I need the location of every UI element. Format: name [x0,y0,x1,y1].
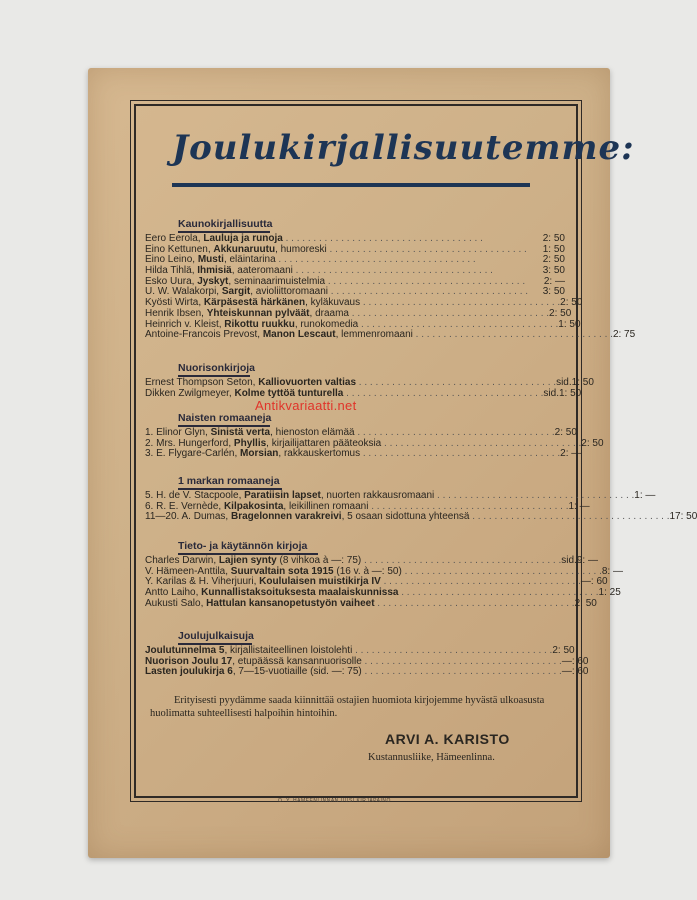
item-book-title: Lajien synty [218,555,277,566]
leader-dots: . . . . . . . . . . . . . . . . . . . . . . . . . . . . . . . . . . . . [360,297,561,309]
item-author: Eino Kettunen, [145,243,214,255]
item-book-title: Paratiisin lapset [244,490,321,501]
section-heading: Kaunokirjallisuutta [178,218,273,230]
item-description: , hienoston elämää [270,427,355,438]
leader-dots: . . . . . . . . . . . . . . . . . . . . . . . . . . . . . . . . . . . . [360,448,561,460]
item-author: 3. E. Flygare-Carlén, [145,448,241,460]
leader-dots: . . . . . . . . . . . . . . . . . . . . . . . . . . . . . . . . . . . . [380,576,581,588]
item-price: 2: 50 [581,437,604,449]
item-description: , kirjallistaiteellinen loistolehti [224,645,353,656]
item-book-title: Morsian [240,448,279,460]
publisher-name: ARVI A. KARISTO [385,731,510,747]
item-author: 6. R. E. Vernède, [145,500,224,512]
section-items [145,233,636,341]
item-description: , humoreski [275,243,327,255]
item-book-title: Bragelonnen varakreivi [230,511,342,523]
item-author: Dikken Zwilgmeyer, [145,387,235,399]
item-price: 3: 50 [542,265,565,277]
title-underline [172,183,530,187]
printer-imprint: O. Y. HÄMEENLINNAN UUSI KIRJAPAINO [278,798,391,804]
item-description: (8 vihkoa à —: 75) [276,555,362,566]
section-items [145,377,594,399]
item-author: Henrik Ibsen, [145,307,207,319]
watermark: Antikvariaatti.net [255,398,357,413]
item-price: 2: 75 [612,329,636,341]
leader-dots: . . . . . . . . . . . . . . . . . . . . . . . . . . . . . . . . . . . . [401,565,602,577]
item-price: 2: 50 [554,427,577,438]
item-author: Kyösti Wirta, [145,297,204,309]
leader-dots: . . . . . . . . . . . . . . . . . . . . . . . . . . . . . . . . . . . . [352,645,553,656]
item-binding: sid. [556,377,572,388]
item-author: Heinrich v. Kleist, [145,318,225,330]
item-price: 2: 50 [542,233,565,244]
item-description: , draama [309,307,349,319]
item-book-title: Manon Lescaut [262,329,336,341]
item-title [145,599,575,610]
leader-dots: . . . . . . . . . . . . . . . . . . . . . . . . . . . . . . . . . . . . [361,655,562,667]
section-heading: Joulujulkaisuja [178,630,254,642]
item-description: , 5 osaan sidottuna yhteensä [341,511,470,523]
item-price: 2: 50 [542,254,565,266]
leader-dots: . . . . . . . . . . . . . . . . . . . . . . . . . . . . . . . . . . . . [368,500,569,512]
item-author: Esko Uura, [145,275,198,287]
item-book-title: Joulutunnelma 5 [145,645,225,656]
item-author: Ernest Thompson Seton, [145,377,259,388]
note-text: Erityisesti pyydämme saada kiinnittää ostajien huomiota kirjojemme hyvästä ulkoasusta huolimatta suhteellisesti halpoihin hintoihin. [150,695,545,719]
leader-dots: . . . . . . . . . . . . . . . . . . . . . . . . . . . . . . . . . . . . [328,286,529,298]
item-book-title: Kärpäsestä härkänen [203,297,306,309]
leader-dots: . . . . . . . . . . . . . . . . . . . . . . . . . . . . . . . . . . . . [275,254,476,266]
item-price: —: 60 [580,576,608,588]
item-description: , aateromaani [231,265,293,277]
item-price: 8: — [601,565,623,577]
item-author: V. Hämeen-Anttila, [145,565,231,577]
item-description: , seminaarimuistelmia [228,275,326,287]
item-book-title: Hattulan kansanopetustyön vaiheet [206,597,375,609]
item-description: , runokomedia [294,318,359,330]
item-book-title: Sinistä verta [210,427,271,438]
list-item [145,329,636,341]
item-book-title: Nuorison Joulu 17 [145,655,233,667]
item-binding [527,245,540,256]
item-description: , etupäässä kansannuorisolle [232,655,362,667]
item-price: 1: 50 [542,243,565,255]
item-description: , leikillinen romaani [283,500,369,512]
leader-dots: . . . . . . . . . . . . . . . . . . . . . . . . . . . . . . . . . . . . [412,329,613,341]
item-book-title: Kilpakosinta [223,500,284,512]
leader-dots: . . . . . . . . . . . . . . . . . . . . . . . . . . . . . . . . . . . . [326,243,527,255]
item-binding: sid. [561,555,577,566]
item-book-title: Yhteiskunnan pylväät [206,307,310,319]
item-description: , kyläkuvaus [305,297,361,309]
item-description: , rakkauskertomus [278,448,361,460]
section-heading: Tieto- ja käytännön kirjoja [178,540,308,552]
list-item [145,666,589,678]
item-binding: sid. [543,387,559,399]
publisher-location: Kustannusliike, Hämeenlinna. [368,752,495,763]
item-price: 2: 50 [574,597,597,609]
section-heading: Nuorisonkirjoja [178,362,256,374]
item-author: Charles Darwin, [145,555,219,566]
item-book-title: Ihmisiä [197,265,232,277]
item-title [145,330,613,341]
page-title: Joulukirjallisuutemme: [172,128,635,168]
section-items [145,555,623,609]
item-author: U. W. Walakorpi, [145,286,222,298]
item-price: 1: 50 [558,387,582,399]
item-description: , 7—15-vuotiaille (sid. —: 75) [232,666,362,678]
item-book-title: Musti [197,254,224,266]
leader-dots: . . . . . . . . . . . . . . . . . . . . . . . . . . . . . . . . . . . . [361,666,562,678]
item-book-title: Akkunaruutu [213,243,276,255]
item-book-title: Koululaisen muistikirja IV [259,576,381,588]
item-book-title: Rikottu ruukku [224,318,295,330]
section-items [145,490,697,523]
item-book-title: Kalliovuorten valtias [258,377,357,388]
item-book-title: Sargit [221,286,251,298]
leader-dots: . . . . . . . . . . . . . . . . . . . . . . . . . . . . . . . . . . . . [348,307,550,319]
leader-dots: . . . . . . . . . . . . . . . . . . . . . . . . . . . . . . . . . . . . [343,387,544,399]
list-item [145,448,582,460]
leader-dots: . . . . . . . . . . . . . . . . . . . . . . . . . . . . . . . . . . . . [398,587,599,599]
item-title [145,449,560,460]
item-price: 1: 25 [598,587,621,599]
item-author: Antto Laiho, [145,587,202,599]
item-price: —: 60 [561,666,589,678]
item-binding [501,255,523,266]
item-author: 1. Elinor Glyn, [145,427,211,438]
item-author: Eino Leino, [145,254,198,266]
section-items [145,427,604,460]
item-author: Y. Karilas & H. Viherjuuri, [145,576,260,588]
item-price: 2: 50 [560,297,583,309]
item-book-title: Suurvaltain sota 1915 [230,565,334,577]
item-book-title: Phyllis [233,437,267,449]
list-item [145,511,697,523]
item-price: 2: — [560,448,582,460]
section-heading: Naisten romaaneja [178,412,272,424]
item-price: 3: 50 [542,286,565,298]
leader-dots: . . . . . . . . . . . . . . . . . . . . . . . . . . . . . . . . . . . . [374,597,575,609]
item-description: , lemmenromaani [335,329,413,341]
item-book-title: Kolme tyttöä tunturella [234,387,344,399]
item-author: 2. Mrs. Hungerford, [145,437,234,449]
item-book-title: Lauluja ja runoja [203,233,283,244]
leader-dots: . . . . . . . . . . . . . . . . . . . . . . . . . . . . . . . . . . . . [356,377,557,388]
item-description: , kirjailijattaren pääteoksia [266,437,382,449]
item-title [145,667,562,678]
leader-dots: . . . . . . . . . . . . . . . . . . . . . . . . . . . . . . . . . . . . [354,427,555,438]
leader-dots: . . . . . . . . . . . . . . . . . . . . . . . . . . . . . . . . . . . . [358,318,559,330]
leader-dots: . . . . . . . . . . . . . . . . . . . . . . . . . . . . . . . . . . . . [381,437,582,449]
item-book-title: Kunnallistaksoituksesta maalaiskunnissa [201,587,399,599]
item-price: 17: 50 [669,511,697,523]
item-book-title: Jyskyt [197,275,229,287]
item-description: , avioliittoromaani [250,286,329,298]
leader-dots: . . . . . . . . . . . . . . . . . . . . . . . . . . . . . . . . . . . . [434,490,635,501]
section-heading: 1 markan romaaneja [178,475,280,487]
leader-dots: . . . . . . . . . . . . . . . . . . . . . . . . . . . . . . . . . . . . [282,233,483,244]
list-item [145,597,597,610]
leader-dots: . . . . . . . . . . . . . . . . . . . . . . . . . . . . . . . . . . . . [292,265,493,277]
item-author: Hilda Tihlä, [145,265,198,277]
item-price: 1: 50 [558,318,581,330]
item-price: 9: — [576,555,598,566]
item-price: 2: — [543,275,565,287]
item-author: 11—20. A. Dumas, [145,511,231,523]
item-price: 2: 50 [549,307,572,319]
item-price: 1: 50 [571,377,594,388]
item-description: , nuorten rakkausromaani [320,490,435,501]
section-items [145,645,589,678]
item-title [145,512,670,523]
leader-dots: . . . . . . . . . . . . . . . . . . . . . . . . . . . . . . . . . . . . [325,275,526,287]
item-author: Antoine-Francois Prevost, [145,329,263,341]
leader-dots: . . . . . . . . . . . . . . . . . . . . . . . . . . . . . . . . . . . . [361,555,562,566]
leader-dots: . . . . . . . . . . . . . . . . . . . . . . . . . . . . . . . . . . . . [469,511,670,523]
item-price: 1: — [634,490,656,501]
item-price: 1: — [568,500,590,512]
item-author: 5. H. de V. Stacpoole, [145,490,245,501]
item-price: —: 60 [561,655,589,667]
item-description: (16 v. à —: 50) [333,565,402,577]
item-price: 2: 50 [552,645,575,656]
item-author: Aukusti Salo, [145,597,207,609]
item-book-title: Lasten joulukirja 6 [145,666,233,678]
item-description: , eläintarina [223,254,276,266]
item-author: Eero Eerola, [145,233,204,244]
